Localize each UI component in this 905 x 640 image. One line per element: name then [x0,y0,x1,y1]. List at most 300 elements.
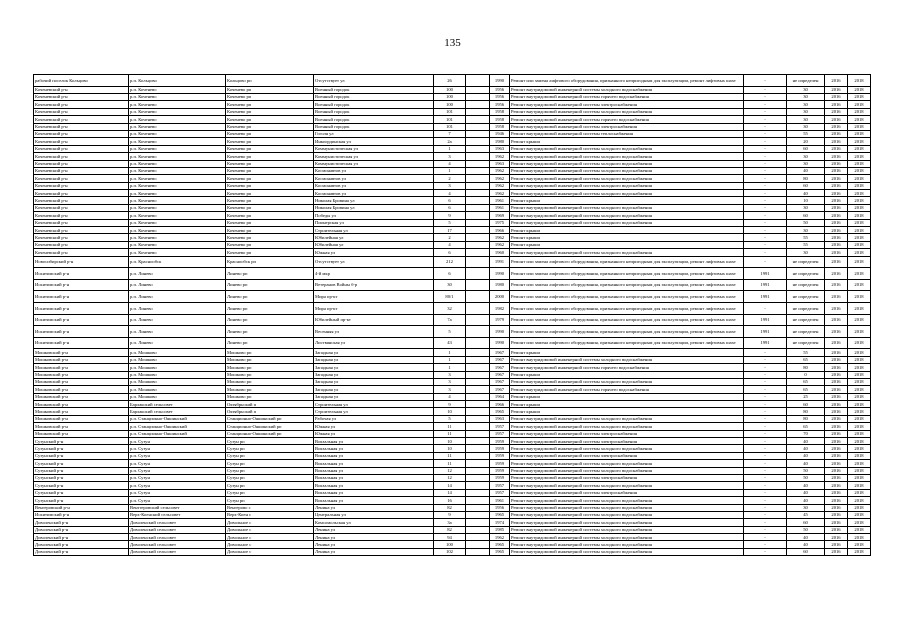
start-year-cell: 2016 [825,279,848,291]
start-year-cell: 2016 [825,93,848,100]
street-cell: Юбилейная ул [314,241,434,248]
lift-year-cell: - [744,182,787,189]
year-built-cell: 1965 [490,511,510,518]
municipality-cell: р.п. Коченево [129,153,226,160]
settlement-cell: Линево рп [226,326,314,338]
house-number-cell: 100 [434,93,466,100]
municipality-cell: р.п. Коченево [129,227,226,234]
street-cell: Ленина ул [314,548,434,555]
municipality-cell: Верх-Коенский сельсовет [129,511,226,518]
district-cell: Сузунский р-н [34,474,129,481]
building-cell [466,519,490,526]
house-number-cell: 43 [434,337,466,349]
municipality-cell: р.п. Кольцово [129,75,226,87]
start-year-cell: 2016 [825,86,848,93]
wear-cell: 40 [787,167,825,174]
work-type-cell: Ремонт внутридомовой инженерной системы горячего водоснабжения [510,386,744,393]
work-type-cell: Ремонт внутридомовой инженерной системы электроснабжения [510,474,744,481]
start-year-cell: 2016 [825,519,848,526]
start-year-cell: 2016 [825,175,848,182]
district-cell: Сузунский р-н [34,489,129,496]
year-built-cell: 1957 [490,489,510,496]
work-type-cell: Ремонт внутридомовой инженерной системы холодного водоснабжения [510,519,744,526]
end-year-cell: 2018 [848,138,871,145]
building-cell [466,249,490,256]
end-year-cell: 2018 [848,482,871,489]
table-row [34,364,871,371]
table-row [34,467,871,474]
house-number-cell: 26 [434,75,466,87]
building-cell [466,460,490,467]
municipality-cell: р.п. Станционно-Ояшинский [129,430,226,437]
year-built-cell: 1967 [490,378,510,385]
house-number-cell: 9 [434,401,466,408]
table-row [34,93,871,100]
house-number-cell: 3 [434,386,466,393]
start-year-cell: 2016 [825,123,848,130]
municipality-cell: р.п. Коченево [129,108,226,115]
wear-cell: 40 [787,482,825,489]
start-year-cell: 2016 [825,356,848,363]
wear-cell: 40 [787,497,825,504]
street-cell: Ленина ул [314,541,434,548]
lift-year-cell: 1991 [744,326,787,338]
table-row [34,302,871,314]
building-cell [466,423,490,430]
house-number-cell: 6 [434,268,466,280]
district-cell: Доволенский р-н [34,541,129,548]
lift-year-cell: - [744,153,787,160]
wear-cell: 50 [787,467,825,474]
wear-cell: 30 [787,93,825,100]
wear-cell: не определен [787,291,825,303]
settlement-cell: Коченево рп [226,197,314,204]
table-row [34,86,871,93]
settlement-cell: Коченево рп [226,204,314,211]
start-year-cell: 2016 [825,302,848,314]
work-type-cell: Ремонт внутридомовой инженерной системы электроснабжения [510,123,744,130]
settlement-cell: Венгерово с [226,504,314,511]
house-number-cell: 7а [434,314,466,326]
house-number-cell: 30 [434,279,466,291]
lift-year-cell: - [744,371,787,378]
wear-cell: 80 [787,415,825,422]
start-year-cell: 2016 [825,386,848,393]
table-row [34,234,871,241]
work-type-cell: Ремонт или замена лифтового оборудования, признанного непригодным для эксплуатации, ремонт лифтовых шахт [510,326,744,338]
work-type-cell: Ремонт крыши [510,241,744,248]
table-row [34,268,871,280]
year-built-cell: 1962 [490,153,510,160]
municipality-cell: р.п. Коченево [129,204,226,211]
building-cell [466,349,490,356]
municipality-cell: р.п. Коченево [129,93,226,100]
lift-year-cell: - [744,474,787,481]
building-cell [466,175,490,182]
year-built-cell: 1963 [490,415,510,422]
building-cell [466,504,490,511]
end-year-cell: 2018 [848,116,871,123]
year-built-cell: 1966 [490,401,510,408]
street-cell: Мира пр-кт [314,291,434,303]
lift-year-cell: - [744,497,787,504]
municipality-cell: р.п. Коченево [129,182,226,189]
work-type-cell: Ремонт или замена лифтового оборудования, признанного непригодным для эксплуатации, ремонт лифтовых шахт [510,279,744,291]
year-built-cell: 1990 [490,326,510,338]
wear-cell: 55 [787,130,825,137]
municipality-cell: р.п. Линево [129,291,226,303]
end-year-cell: 2018 [848,415,871,422]
district-cell: Мошковский р-н [34,378,129,385]
table-row [34,249,871,256]
district-cell: Коченевский р-н [34,227,129,234]
wear-cell: 30 [787,249,825,256]
street-cell: Николая Бровина ул [314,204,434,211]
wear-cell: 55 [787,234,825,241]
district-cell: Коченевский р-н [34,123,129,130]
house-number-cell: 9 [434,511,466,518]
wear-cell: 30 [787,101,825,108]
end-year-cell: 2018 [848,234,871,241]
year-built-cell: 1962 [490,167,510,174]
municipality-cell: р.п. Мошково [129,371,226,378]
building-cell [466,489,490,496]
building-cell [466,497,490,504]
table-row [34,204,871,211]
end-year-cell: 2018 [848,356,871,363]
street-cell: Победы ул [314,212,434,219]
district-cell: Коченевский р-н [34,153,129,160]
start-year-cell: 2016 [825,548,848,555]
work-type-cell: Ремонт крыши [510,349,744,356]
year-built-cell: 1946 [490,130,510,137]
street-cell: Военный городок [314,101,434,108]
settlement-cell: Коченево рп [226,175,314,182]
municipality-cell: Доволенский сельсовет [129,519,226,526]
municipality-cell: р.п. Коченево [129,219,226,226]
building-cell [466,190,490,197]
lift-year-cell: - [744,249,787,256]
district-cell: Коченевский р-н [34,167,129,174]
start-year-cell: 2016 [825,256,848,268]
year-built-cell: 1967 [490,356,510,363]
end-year-cell: 2018 [848,541,871,548]
building-cell [466,116,490,123]
lift-year-cell: - [744,482,787,489]
house-number-cell: 2а [434,138,466,145]
wear-cell: 80 [787,364,825,371]
district-cell: Новосибирский р-н [34,256,129,268]
district-cell: Коченевский р-н [34,160,129,167]
street-cell: Западная ул [314,349,434,356]
district-cell: Коченевский р-н [34,197,129,204]
end-year-cell: 2018 [848,438,871,445]
municipality-cell: р.п. Коченево [129,175,226,182]
year-built-cell: 1975 [490,219,510,226]
table-row [34,452,871,459]
wear-cell: не определен [787,326,825,338]
table-row [34,423,871,430]
lift-year-cell: - [744,378,787,385]
wear-cell: 80 [787,175,825,182]
street-cell: Военный городок [314,86,434,93]
year-built-cell: 1962 [490,182,510,189]
end-year-cell: 2018 [848,526,871,533]
wear-cell: 65 [787,386,825,393]
district-cell: Коченевский р-н [34,182,129,189]
settlement-cell: Коченево рп [226,153,314,160]
table-row [34,548,871,555]
wear-cell: не определен [787,279,825,291]
settlement-cell: Линево рп [226,337,314,349]
settlement-cell: Коченево рп [226,182,314,189]
building-cell [466,541,490,548]
settlement-cell: Довольное с [226,534,314,541]
start-year-cell: 2016 [825,364,848,371]
work-type-cell: Ремонт внутридомовой инженерной системы холодного водоснабжения [510,249,744,256]
settlement-cell: Коченево рп [226,234,314,241]
settlement-cell: Сузун рп [226,445,314,452]
district-cell: Мошковский р-н [34,401,129,408]
table-row [34,219,871,226]
wear-cell: 30 [787,86,825,93]
settlement-cell: Сузун рп [226,482,314,489]
year-built-cell: 1974 [490,519,510,526]
wear-cell: 80 [787,408,825,415]
house-number-cell: 102 [434,548,466,555]
house-number-cell: 1 [434,349,466,356]
street-cell: Коммунистическая ул [314,153,434,160]
settlement-cell: Линево рп [226,268,314,280]
year-built-cell: 1967 [490,386,510,393]
start-year-cell: 2016 [825,145,848,152]
work-type-cell: Ремонт крыши [510,371,744,378]
building-cell [466,393,490,400]
settlement-cell: Сузун рп [226,489,314,496]
lift-year-cell: - [744,138,787,145]
municipality-cell: р.п. Коченево [129,123,226,130]
work-type-cell: Ремонт внутридомовой инженерной системы холодного водоснабжения [510,378,744,385]
wear-cell: 55 [787,349,825,356]
house-number-cell: 80/1 [434,291,466,303]
lift-year-cell: - [744,430,787,437]
street-cell: Ветеранов Войны б-р [314,279,434,291]
building-cell [466,153,490,160]
start-year-cell: 2016 [825,337,848,349]
table-row [34,227,871,234]
building-cell [466,219,490,226]
work-type-cell: Ремонт внутридомовой инженерной системы электроснабжения [510,452,744,459]
table-row [34,541,871,548]
start-year-cell: 2016 [825,534,848,541]
work-type-cell: Ремонт внутридомовой инженерной системы горячего водоснабжения [510,93,744,100]
house-number-cell: 16 [434,497,466,504]
building-cell [466,467,490,474]
end-year-cell: 2018 [848,101,871,108]
work-type-cell: Ремонт крыши [510,234,744,241]
district-cell: Сузунский р-н [34,467,129,474]
wear-cell: не определен [787,256,825,268]
house-number-cell: 101 [434,116,466,123]
table-row [34,438,871,445]
building-cell [466,160,490,167]
table-row [34,167,871,174]
house-number-cell: 3 [434,371,466,378]
settlement-cell: Коченево рп [226,227,314,234]
wear-cell: 70 [787,430,825,437]
house-number-cell: 11 [434,460,466,467]
house-number-cell: 4 [434,190,466,197]
municipality-cell: р.п. Коченево [129,249,226,256]
street-cell: Ленина ул [314,534,434,541]
start-year-cell: 2016 [825,108,848,115]
work-type-cell: Ремонт внутридомовой инженерной системы холодного водоснабжения [510,460,744,467]
street-cell: Вокзальная ул [314,460,434,467]
lift-year-cell: - [744,234,787,241]
table-row [34,175,871,182]
street-cell: Военный городок [314,93,434,100]
house-number-cell: 82 [434,504,466,511]
building-cell [466,438,490,445]
year-built-cell: 1962 [490,175,510,182]
lift-year-cell: - [744,190,787,197]
street-cell: Космонавтов ул [314,167,434,174]
street-cell: Военный городок [314,116,434,123]
table-row [34,474,871,481]
year-built-cell: 1959 [490,445,510,452]
district-cell: Коченевский р-н [34,219,129,226]
district-cell: Коченевский р-н [34,138,129,145]
lift-year-cell: - [744,393,787,400]
district-cell: Коченевский р-н [34,190,129,197]
wear-cell: 10 [787,197,825,204]
wear-cell: 0 [787,371,825,378]
building-cell [466,337,490,349]
table-row [34,489,871,496]
street-cell: Отсутствует ул [314,75,434,87]
work-type-cell: Ремонт крыши [510,227,744,234]
work-type-cell: Ремонт внутридомовой инженерной системы холодного водоснабжения [510,175,744,182]
district-cell: Мошковский р-н [34,386,129,393]
district-cell: Коченевский р-н [34,234,129,241]
municipality-cell: р.п. Коченево [129,116,226,123]
house-number-cell: 14 [434,482,466,489]
end-year-cell: 2018 [848,452,871,459]
table-row [34,504,871,511]
work-type-cell: Ремонт или замена лифтового оборудования, признанного непригодным для эксплуатации, ремонт лифтовых шахт [510,75,744,87]
end-year-cell: 2018 [848,364,871,371]
building-cell [466,314,490,326]
start-year-cell: 2016 [825,227,848,234]
work-type-cell: Ремонт или замена лифтового оборудования, признанного непригодным для эксплуатации, ремонт лифтовых шахт [510,302,744,314]
lift-year-cell: - [744,219,787,226]
wear-cell: 30 [787,108,825,115]
district-cell: Коченевский р-н [34,86,129,93]
building-cell [466,534,490,541]
building-cell [466,93,490,100]
building-cell [466,364,490,371]
end-year-cell: 2018 [848,460,871,467]
house-number-cell: 6 [434,197,466,204]
work-type-cell: Ремонт внутридомовой инженерной системы электроснабжения [510,430,744,437]
table-row [34,116,871,123]
lift-year-cell: - [744,452,787,459]
municipality-cell: р.п. Коченево [129,167,226,174]
end-year-cell: 2018 [848,190,871,197]
table-row [34,393,871,400]
table-row [34,190,871,197]
start-year-cell: 2016 [825,511,848,518]
work-type-cell: Ремонт внутридомовой инженерной системы электроснабжения [510,438,744,445]
district-cell: Доволенский р-н [34,548,129,555]
house-number-cell: 5 [434,415,466,422]
table-row [34,386,871,393]
end-year-cell: 2018 [848,497,871,504]
municipality-cell: р.п. Коченево [129,160,226,167]
municipality-cell: Доволенский сельсовет [129,541,226,548]
year-built-cell: 1979 [490,314,510,326]
house-number-cell: 100 [434,101,466,108]
settlement-cell: Коченево рп [226,101,314,108]
end-year-cell: 2018 [848,241,871,248]
settlement-cell: Коченево рп [226,241,314,248]
wear-cell: 40 [787,445,825,452]
wear-cell: 60 [787,145,825,152]
year-built-cell: 1957 [490,423,510,430]
settlement-cell: Коченево рп [226,212,314,219]
street-cell: Западная ул [314,378,434,385]
district-cell: Мошковский р-н [34,349,129,356]
district-cell: Коченевский р-н [34,93,129,100]
lift-year-cell: - [744,364,787,371]
street-cell: Вокзальная ул [314,482,434,489]
street-cell: Юбилейная ул [314,234,434,241]
settlement-cell: Мошково рп [226,386,314,393]
settlement-cell: Коченево рп [226,160,314,167]
year-built-cell: 1990 [490,337,510,349]
district-cell: Доволенский р-н [34,534,129,541]
year-built-cell: 1960 [490,249,510,256]
municipality-cell: р.п. Линево [129,314,226,326]
work-type-cell: Ремонт внутридомовой инженерной системы холодного водоснабжения [510,86,744,93]
table-row [34,430,871,437]
year-built-cell: 2000 [490,291,510,303]
end-year-cell: 2018 [848,291,871,303]
end-year-cell: 2018 [848,534,871,541]
settlement-cell: Линево рп [226,291,314,303]
building-cell [466,482,490,489]
start-year-cell: 2016 [825,438,848,445]
start-year-cell: 2016 [825,212,848,219]
settlement-cell: Довольное с [226,541,314,548]
year-built-cell: 1985 [490,526,510,533]
wear-cell: 65 [787,423,825,430]
municipality-cell: р.п. Мошково [129,356,226,363]
start-year-cell: 2016 [825,326,848,338]
lift-year-cell: - [744,241,787,248]
district-cell: Сузунский р-н [34,452,129,459]
lift-year-cell: - [744,526,787,533]
end-year-cell: 2018 [848,219,871,226]
district-cell: Мошковский р-н [34,423,129,430]
building-cell [466,548,490,555]
work-type-cell: Ремонт внутридомовой инженерной системы электроснабжения [510,101,744,108]
end-year-cell: 2018 [848,408,871,415]
work-type-cell: Ремонт крыши [510,408,744,415]
end-year-cell: 2018 [848,302,871,314]
lift-year-cell: 1991 [744,279,787,291]
lift-year-cell: - [744,123,787,130]
